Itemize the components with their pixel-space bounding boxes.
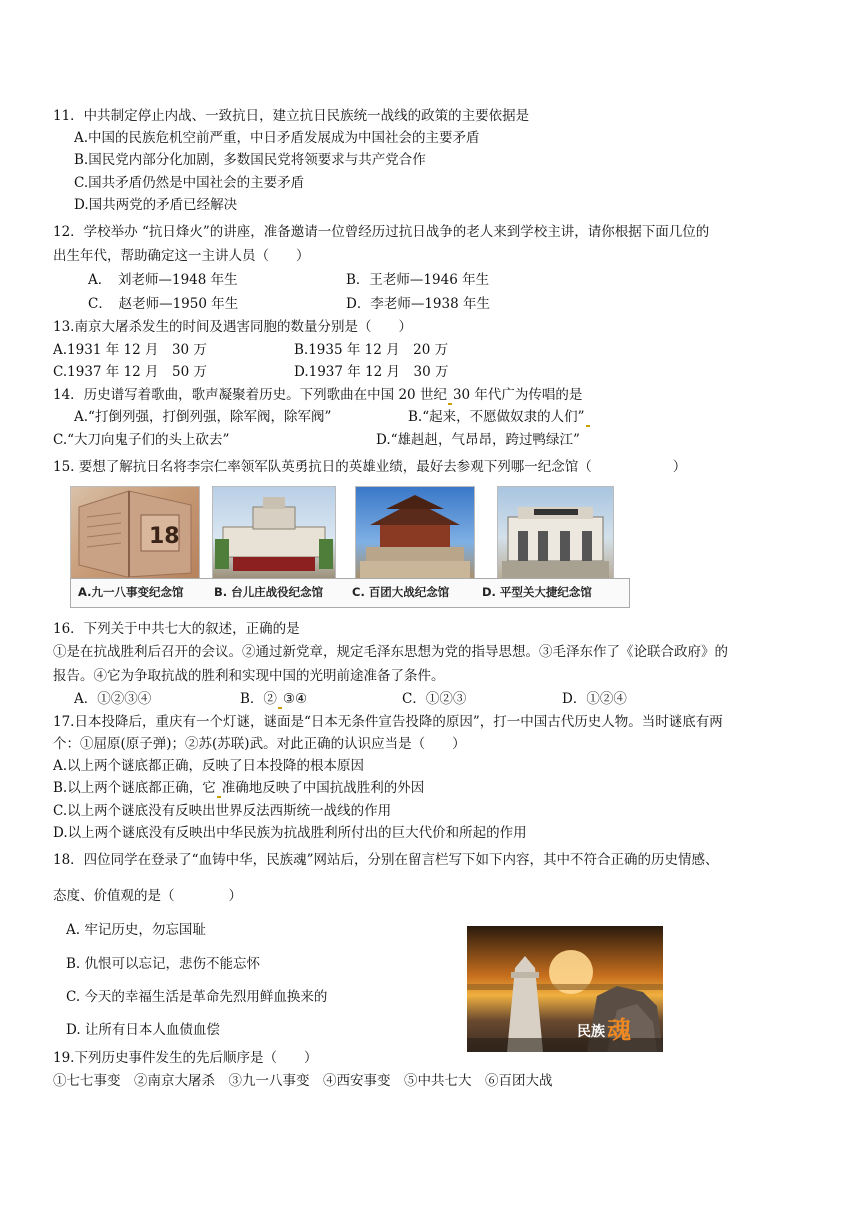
monument-number: 18: [149, 524, 180, 549]
q11-stem: 11．中共制定停止内战、一致抗日，建立抗日民族统一战线的政策的主要依据是: [53, 108, 530, 124]
q16-body-line1: ①是在抗战胜利后召开的会议。②通过新党章，规定毛泽东思想为党的指导思想。③毛泽东作了《论联合政府》的: [53, 644, 728, 660]
q17-option-c: C.以上两个谜底没有反映出世界反法西斯统一战线的作用: [53, 803, 392, 819]
q17-stem-line1: 17.日本投降后，重庆有一个灯谜，谜面是“日本无条件宣告投降的原因”，打一中国古代历史人物。当时谜底有两: [53, 714, 723, 730]
q13-option-c: C.1937 年 12 月 50 万: [53, 364, 208, 380]
taierzhuang-hall-image: [213, 487, 335, 579]
calendar-monument-image: [71, 487, 199, 579]
caption-b: B. 台儿庄战役纪念馆: [214, 585, 324, 599]
caption-d: D. 平型关大捷纪念馆: [482, 585, 592, 599]
q17-stem-line2: 个：①屈原(原子弹)；②苏(苏联)武。对此正确的认识应当是（ ）: [53, 736, 466, 752]
q13-stem: 13.南京大屠杀发生的时间及遇害同胞的数量分别是（ ）: [53, 319, 412, 335]
q12-stem-line2: 出生年代，帮助确定这一主讲人员（ ）: [53, 248, 310, 264]
q16-option-a: A．①②③④: [74, 691, 152, 707]
q16-body-line2: 报告。④它为争取抗战的胜利和实现中国的光明前途准备了条件。: [53, 668, 445, 684]
q14-stem: 14．历史谱写着歌曲，歌声凝聚着历史。下列歌曲在中国 20 世纪 30 年代广为传唱的是: [53, 387, 583, 403]
q17-option-b: B.以上两个谜底都正确，它 准确地反映了中国抗战胜利的外因: [53, 780, 425, 796]
caption-a: A.九一八事变纪念馆: [78, 585, 184, 599]
q13-option-a: A.1931 年 12 月 30 万: [53, 342, 207, 358]
q18-option-d: D. 让所有日本人血债血偿: [66, 1022, 220, 1038]
q12-option-b: B．王老师—1946 年生: [346, 272, 490, 288]
q11-option-b: B.国民党内部分化加剧，多数国民党将领要求与共产党合作: [74, 152, 426, 168]
memorial-photo-918: [70, 486, 200, 580]
q16-option-d: D．①②④: [562, 691, 627, 707]
q14-option-d: D.“雄赳赳，气昂昂，跨过鸭绿江”: [376, 432, 580, 448]
q15-stem: 15. 要想了解抗日名将李宗仁率领军队英勇抗日的英雄业绩，最好去参观下列哪一纪念馆（ ）: [53, 459, 687, 475]
q19-stem: 19.下列历史事件发生的先后顺序是（ ）: [53, 1050, 318, 1066]
q12-stem-line1: 12．学校举办 “抗日烽火”的讲座，准备邀请一位曾经历过抗日战争的老人来到学校主讲，请你根据下面几位的: [53, 224, 710, 240]
q12-option-c: C． 赵老师—1950 年生: [88, 296, 239, 312]
image-text-hun: 魂: [607, 1015, 631, 1044]
baituan-pavilion-image: [356, 487, 474, 579]
q12-option-d: D．李老师—1938 年生: [346, 296, 490, 312]
q16-option-b: B．② ③④: [240, 691, 308, 707]
q18-stem-line2: 态度、价值观的是（ ）: [53, 888, 242, 904]
image-text-minzu: 民族: [577, 1024, 605, 1040]
q18-option-b: B. 仇恨可以忘记，悲伤不能忘怀: [66, 956, 261, 972]
monument-sunset-image: [467, 926, 663, 1052]
memorial-photo-pingxingguan: [497, 486, 614, 580]
pingxingguan-hall-image: [498, 487, 613, 579]
q13-option-d: D.1937 年 12 月 30 万: [294, 364, 449, 380]
q14-option-c: C.“大刀向鬼子们的头上砍去”: [53, 432, 230, 448]
q17-option-d: D.以上两个谜底没有反映出中华民族为抗战胜利所付出的巨大代价和所起的作用: [53, 825, 527, 841]
q17-option-a: A.以上两个谜底都正确，反映了日本投降的根本原因: [53, 758, 365, 774]
q18-option-a: A. 牢记历史，勿忘国耻: [66, 922, 206, 938]
q12-option-a: A． 刘老师—1948 年生: [88, 272, 238, 288]
memorial-photo-baituan: [355, 486, 475, 580]
q11-option-d: D.国共两党的矛盾已经解决: [74, 197, 238, 213]
q16-stem: 16．下列关于中共七大的叙述，正确的是: [53, 621, 300, 637]
q14-option-b: B.“起来，不愿做奴隶的人们”: [408, 407, 591, 427]
q11-option-a: A.中国的民族危机空前严重，中日矛盾发展成为中国社会的主要矛盾: [74, 130, 480, 146]
q18-option-c: C. 今天的幸福生活是革命先烈用鲜血换来的: [66, 989, 328, 1005]
q13-option-b: B.1935 年 12 月 20 万: [294, 342, 449, 358]
memorial-photo-taierzhuang: [212, 486, 336, 580]
q18-stem-line1: 18．四位同学在登录了“血铸中华，民族魂”网站后，分别在留言栏写下如下内容，其中不符合正确的历史情感、: [53, 852, 719, 868]
q11-option-c: C.国共矛盾仍然是中国社会的主要矛盾: [74, 175, 305, 191]
q14-option-a: A.“打倒列强，打倒列强，除军阀，除军阀”: [74, 409, 332, 425]
q16-option-c: C．①②③: [402, 691, 467, 707]
q19-events: ①七七事变 ②南京大屠杀 ③九一八事变 ④西安事变 ⑤中共七大 ⑥百团大战: [53, 1073, 553, 1089]
national-soul-image: [467, 926, 663, 1052]
caption-c: C. 百团大战纪念馆: [352, 585, 450, 599]
